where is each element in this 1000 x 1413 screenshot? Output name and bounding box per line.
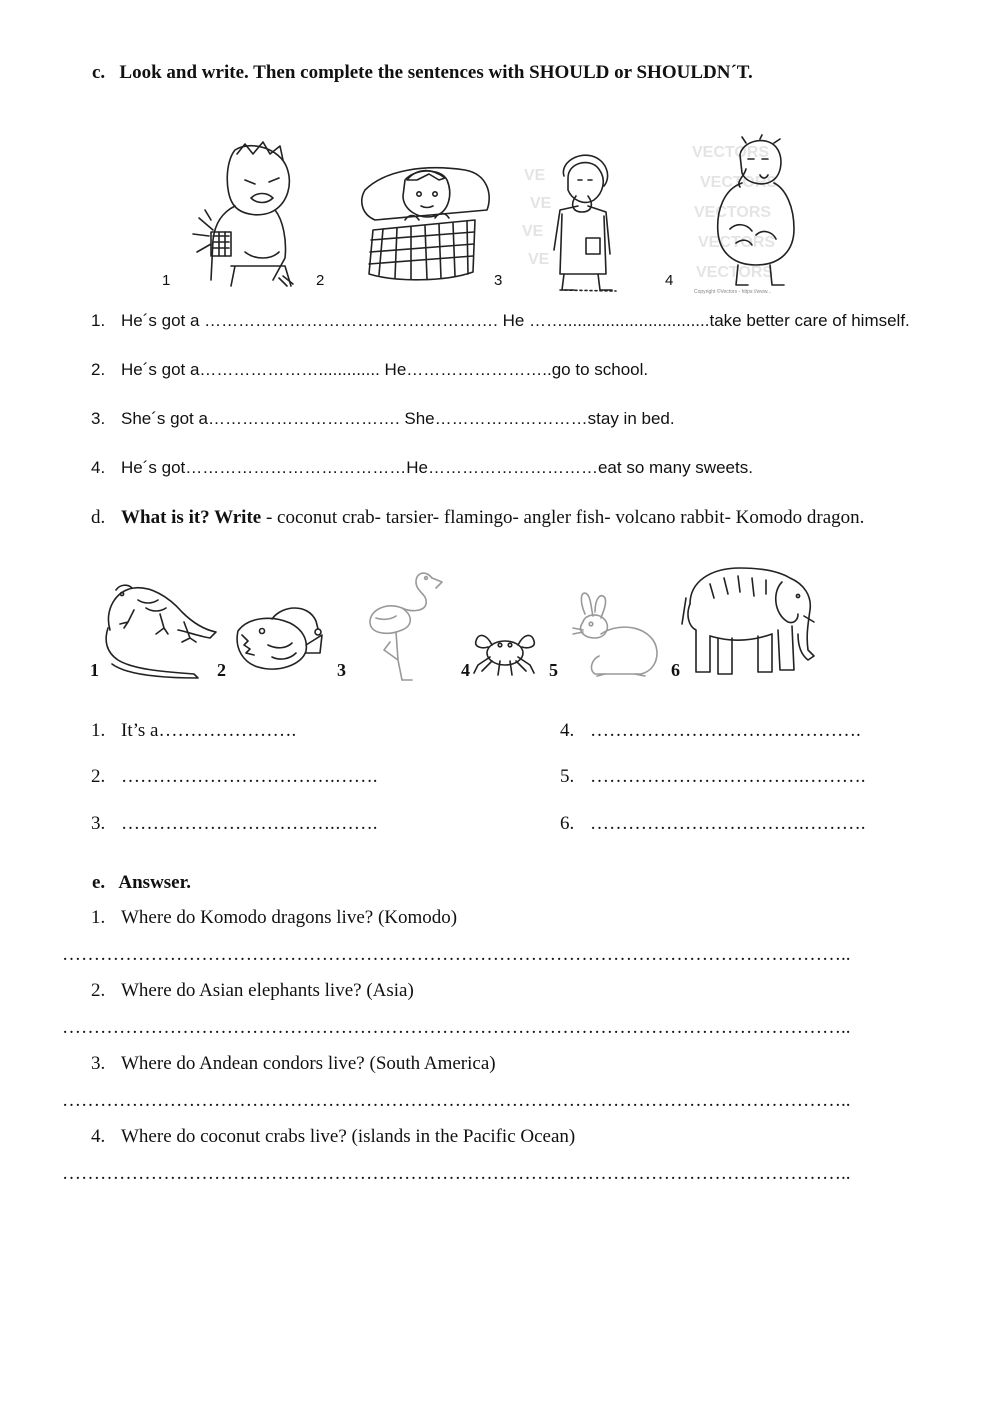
animal-number-4: 4	[461, 660, 470, 680]
svg-text:VE: VE	[522, 223, 544, 240]
animal-number-5: 5	[549, 660, 558, 680]
answer-line-4[interactable]: ……………………………………………………………………………………………………………..	[62, 1163, 851, 1184]
figure-number-1: 1	[162, 272, 171, 289]
question-4: 4. Where do coconut crabs live? (islands in the Pacific Ocean)	[91, 1126, 576, 1147]
animal-answer-3: 3. …………………………….…….	[91, 813, 378, 834]
sentence-2: 2. He´s got a…………………............. He……………………..go to school.	[91, 360, 649, 379]
question-1: 1. Where do Komodo dragons live? (Komodo)	[91, 907, 458, 928]
answer-line-3[interactable]: ……………………………………………………………………………………………………………..	[62, 1090, 851, 1111]
coconut-crab-illustration	[470, 615, 540, 680]
svg-text:VE: VE	[528, 251, 550, 268]
answer-line-1[interactable]: ……………………………………………………………………………………………………………..	[62, 944, 851, 965]
question-2: 2. Where do Asian elephants live? (Asia)	[91, 980, 414, 1001]
svg-text:Copyright ©Vectors - https://w: Copyright ©Vectors - https://www...	[694, 289, 772, 295]
section-d-heading: d. What is it? Write - coconut crab- tarsier- flamingo- angler fish- volcano rabbit- Komodo dragon.	[91, 507, 865, 528]
man-stomach-ache-illustration	[690, 135, 840, 295]
angler-fish-illustration	[232, 605, 327, 680]
svg-text:VECTORS: VECTORS	[694, 204, 772, 221]
figure-number-2: 2	[316, 272, 325, 289]
svg-text:VE: VE	[530, 195, 552, 212]
animal-illustrations	[0, 560, 1000, 690]
sentence-4: 4. He´s got…………………………………He…………………………eat so many sweets.	[91, 458, 753, 477]
svg-text:VECTORS: VECTORS	[692, 144, 770, 161]
animal-answer-2: 2. …………………………….…….	[91, 766, 378, 787]
woman-with-cold-illustration	[520, 150, 660, 295]
sentence-1: 1. He´s got a ……………………………………………. He ……...............................take better care of himself.	[91, 311, 910, 330]
animal-number-1: 1	[90, 660, 99, 680]
illness-illustrations	[0, 0, 1000, 300]
animal-answer-4: 4. …………………………………….	[560, 720, 861, 741]
animal-number-6: 6	[671, 660, 680, 680]
sentence-3: 3. She´s got a……………………………. She………………………stay in bed.	[91, 409, 675, 428]
question-3: 3. Where do Andean condors live? (South America)	[91, 1053, 496, 1074]
section-e-heading: e. Answser.	[92, 872, 192, 893]
svg-text:VE: VE	[524, 167, 546, 184]
komodo-dragon-illustration	[98, 580, 223, 680]
figure-number-4: 4	[665, 272, 674, 289]
elephant-illustration	[680, 564, 825, 679]
flamingo-illustration	[362, 568, 452, 683]
volcano-rabbit-illustration	[565, 590, 665, 680]
boy-in-bed-illustration	[355, 150, 495, 290]
figure-number-3: 3	[494, 272, 503, 289]
section-c-heading: c. Look and write. Then complete the sentences with SHOULD or SHOULDN´T.	[92, 62, 753, 83]
animal-number-2: 2	[217, 660, 226, 680]
animal-answer-6: 6. …………………………….……….	[560, 813, 866, 834]
boy-hurt-arm-illustration	[175, 140, 305, 290]
animal-answer-5: 5. …………………………….……….	[560, 766, 866, 787]
answer-line-2[interactable]: ……………………………………………………………………………………………………………..	[62, 1017, 851, 1038]
svg-text:VECTORS: VECTORS	[700, 174, 778, 191]
svg-text:VECTORS: VECTORS	[698, 234, 776, 251]
animal-number-3: 3	[337, 660, 346, 680]
svg-text:VECTORS: VECTORS	[696, 264, 774, 281]
animal-answer-1: 1. It’s a………………….	[91, 720, 297, 741]
